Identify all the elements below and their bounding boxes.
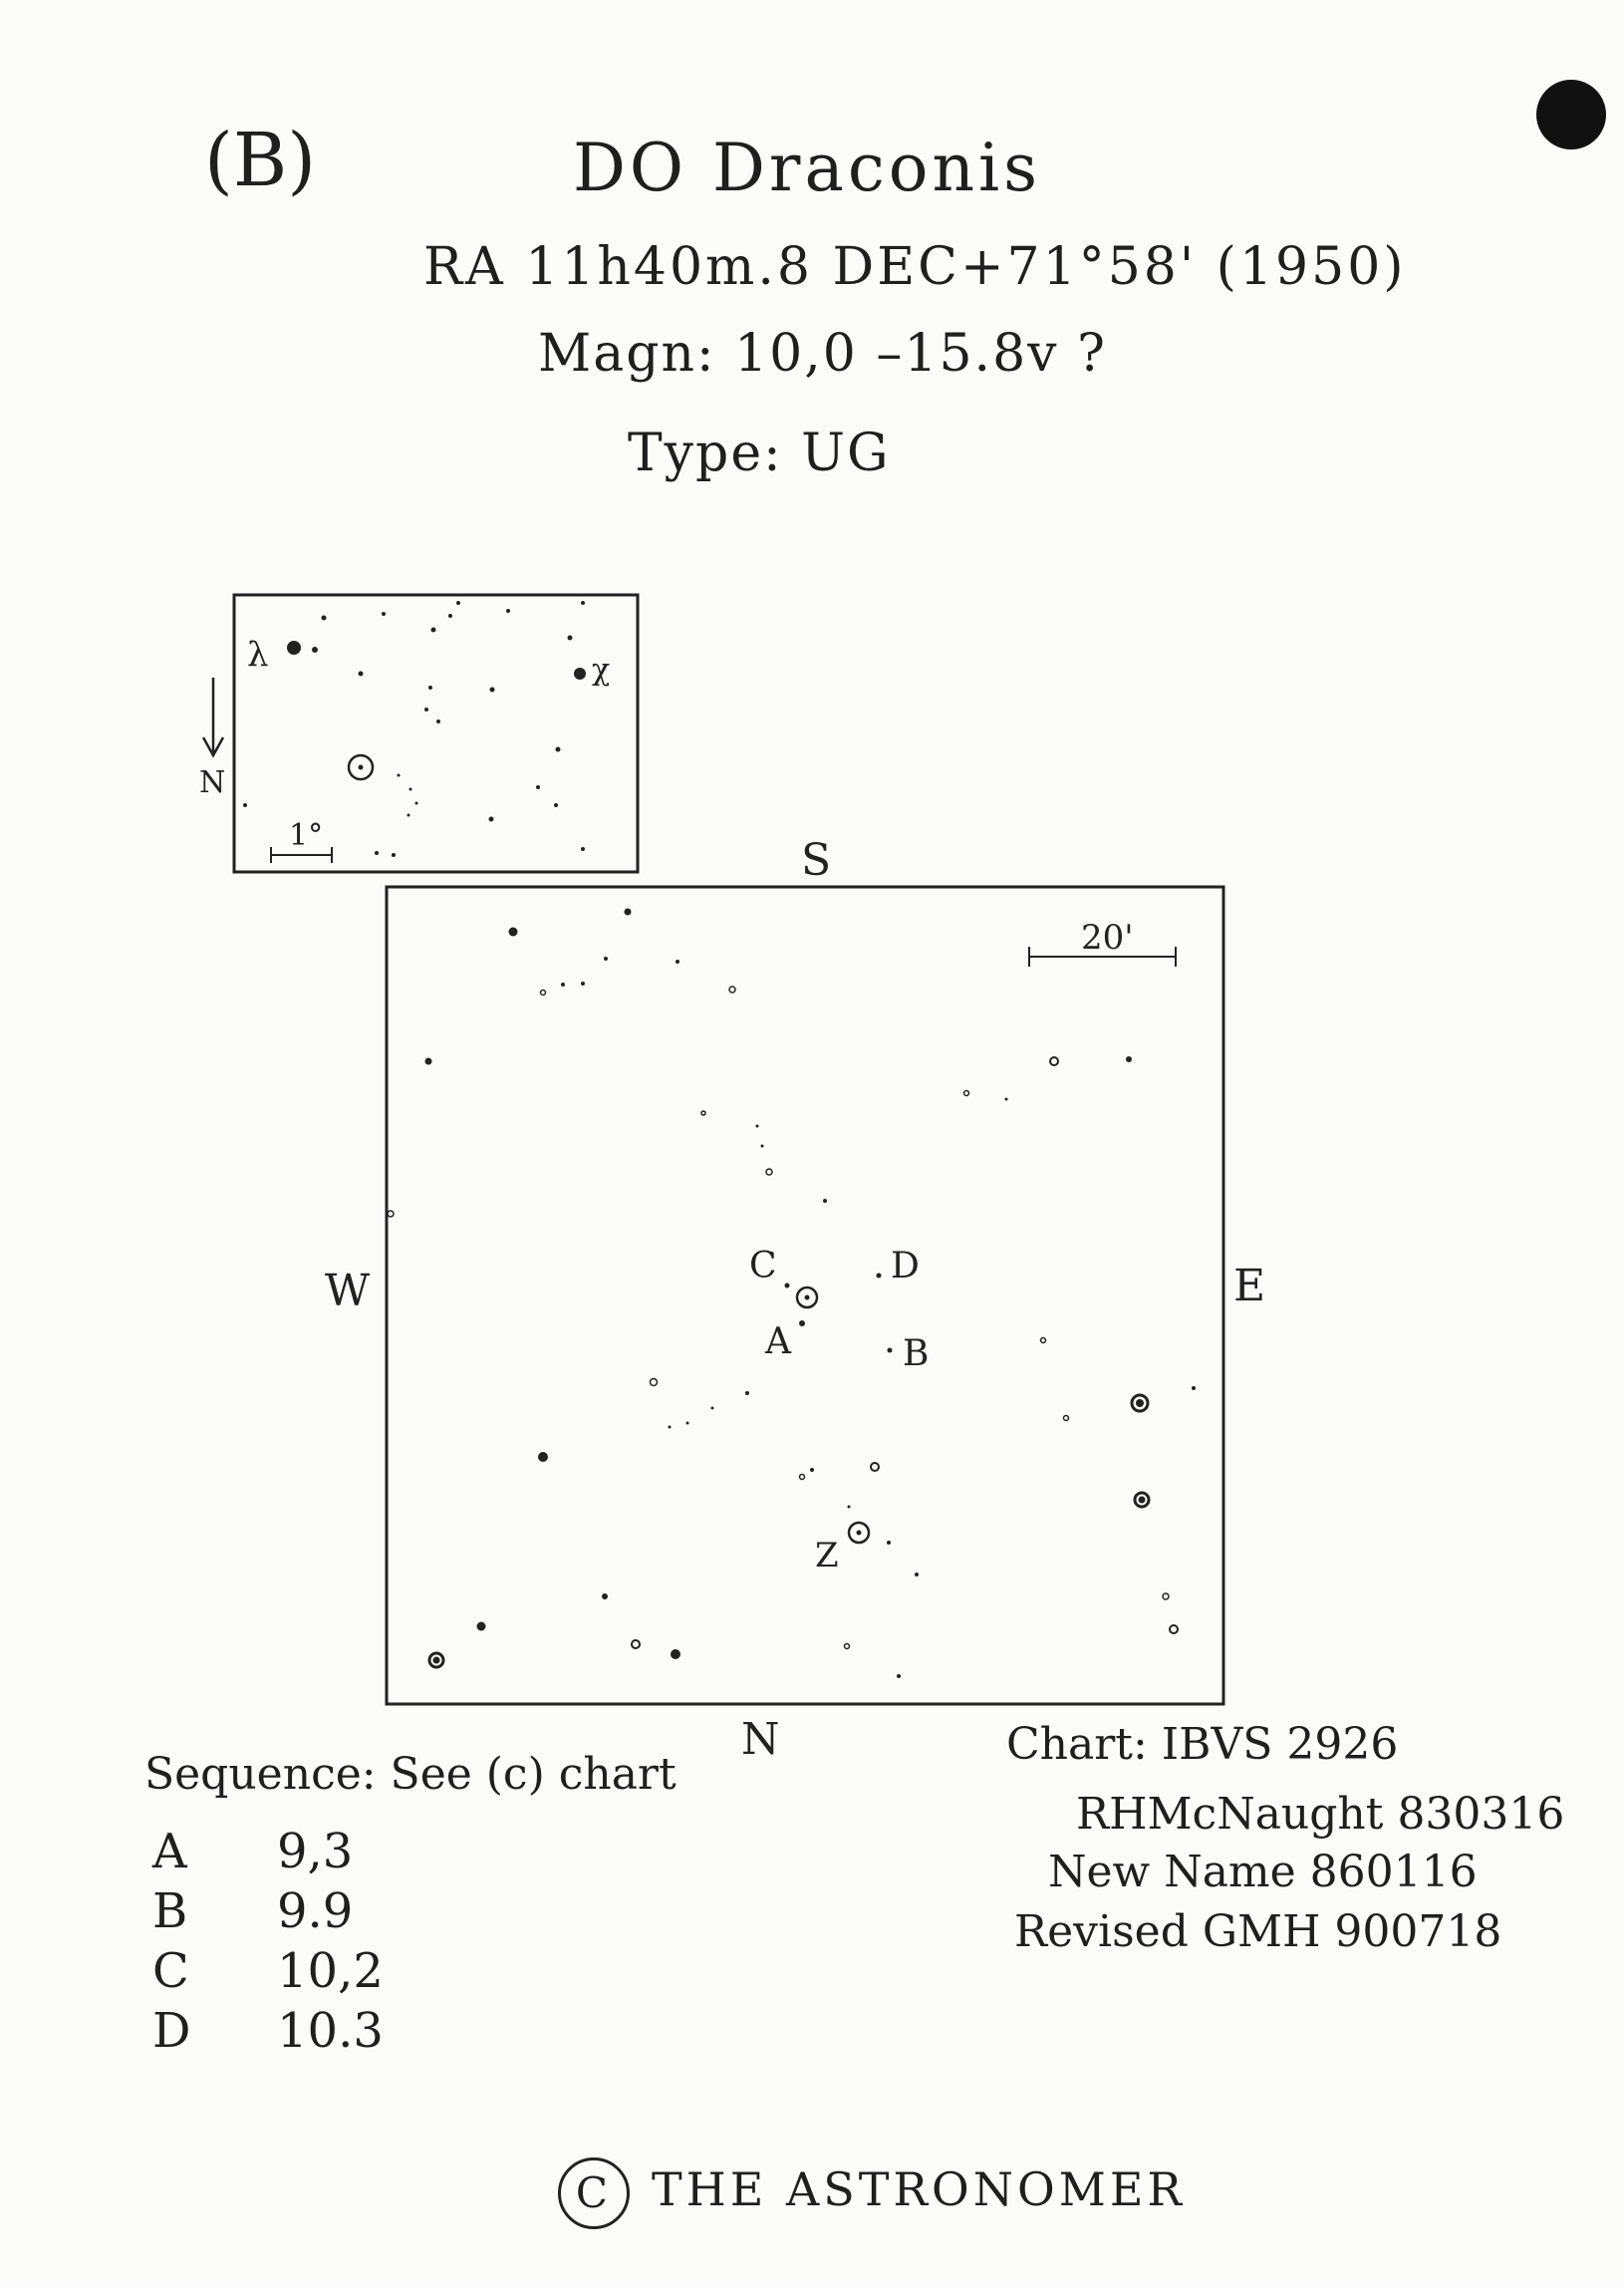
- field-star: [651, 1379, 658, 1386]
- lambda-label: λ: [247, 635, 269, 675]
- field-star: [561, 983, 565, 987]
- west-label: W: [325, 1266, 371, 1316]
- finder-star: [506, 609, 510, 613]
- main-chart: [325, 835, 1265, 1765]
- sequence-row: [152, 1883, 353, 1939]
- field-star: [671, 1649, 680, 1659]
- sequence-title: Sequence: See (c) chart: [144, 1749, 677, 1800]
- field-star: [581, 982, 585, 986]
- field-star: [425, 1058, 432, 1065]
- sequence-row: [152, 1824, 353, 1879]
- field-star: [1136, 1399, 1144, 1407]
- south-label: S: [801, 835, 832, 886]
- finder-star: [398, 774, 401, 777]
- comparison-star-d: [877, 1274, 882, 1279]
- field-star: [1126, 1056, 1132, 1062]
- star-label-z: Z: [815, 1536, 839, 1575]
- finder-star: [312, 647, 318, 653]
- finder-star: [556, 747, 561, 752]
- finder-star: [407, 814, 410, 817]
- field-star: [686, 1422, 689, 1425]
- field-star: [538, 1452, 548, 1462]
- field-star: [766, 1169, 772, 1175]
- chart-new-name: New Name 860116: [1048, 1847, 1478, 1897]
- finder-star: [489, 817, 494, 822]
- star-label-c: C: [749, 1246, 777, 1286]
- finder-star: [243, 803, 247, 807]
- field-star: [509, 928, 518, 937]
- chi-label: χ: [592, 653, 611, 688]
- variable-type: Type: UG: [628, 424, 891, 483]
- field-star: [541, 991, 546, 996]
- sheet-id: (B): [204, 118, 317, 203]
- star-label-b: B: [903, 1333, 930, 1374]
- field-star: [915, 1572, 919, 1576]
- magnitude-range: Magn: 10,0 –15.8v ?: [538, 324, 1107, 384]
- sequence-star-label: B: [152, 1883, 188, 1939]
- chart-revised: Revised GMH 900718: [1014, 1906, 1502, 1957]
- main-chart-frame: [387, 887, 1223, 1704]
- finder-star: [428, 686, 432, 690]
- star-name-title: DO Draconis: [573, 130, 1042, 206]
- variable-star-dot: [805, 1295, 810, 1300]
- field-star: [669, 1426, 672, 1429]
- finder-star: [382, 612, 386, 616]
- copyright-footer: [558, 2157, 1186, 2229]
- finder-star: [415, 802, 418, 805]
- sequence-row: [152, 1943, 384, 1999]
- target-dot: [359, 765, 364, 770]
- finder-star: [448, 614, 452, 618]
- field-star: [1005, 1098, 1008, 1101]
- field-star: [1170, 1625, 1178, 1633]
- field-star: [729, 987, 735, 993]
- field-star: [1064, 1416, 1069, 1421]
- finder-star: [490, 688, 495, 693]
- field-star: [701, 1111, 705, 1115]
- finder-star: [322, 616, 327, 621]
- field-star: [887, 1541, 891, 1545]
- field-star: [711, 1407, 714, 1410]
- finder-star: [536, 785, 540, 789]
- sequence-star-mag: 9.9: [277, 1883, 354, 1939]
- finder-star: [568, 636, 573, 641]
- north-label: N: [741, 1714, 780, 1765]
- sequence-row: [152, 2003, 384, 2059]
- comparison-star-c: [785, 1284, 790, 1288]
- field-star: [810, 1468, 814, 1472]
- finder-star: [392, 853, 396, 857]
- z-star-dot: [857, 1531, 862, 1536]
- field-star: [800, 1475, 805, 1480]
- field-star: [604, 957, 608, 961]
- coordinates: RA 11h40m.8 DEC+71°58' (1950): [423, 237, 1407, 297]
- field-star: [632, 1640, 640, 1648]
- field-star: [433, 1657, 440, 1664]
- finder-scale-label: 1°: [289, 818, 324, 853]
- finder-star: [424, 708, 428, 712]
- field-star: [756, 1125, 759, 1128]
- finder-north-label: N: [199, 765, 226, 800]
- field-star: [1192, 1386, 1196, 1390]
- publisher-name: THE ASTRONOMER: [652, 2162, 1187, 2216]
- sequence-star-label: D: [152, 2003, 191, 2059]
- field-star: [1050, 1057, 1058, 1065]
- sequence-star-label: C: [152, 1943, 189, 1999]
- finder-star: [554, 803, 558, 807]
- field-star: [964, 1091, 969, 1096]
- finder-star: [409, 788, 412, 791]
- field-star: [823, 1199, 827, 1203]
- lambda-star: [287, 641, 301, 655]
- chart-author: RHMcNaught 830316: [1076, 1789, 1565, 1840]
- field-star: [1163, 1593, 1169, 1599]
- sequence-star-mag: 9,3: [277, 1824, 354, 1879]
- finder-chart: [199, 595, 638, 872]
- field-star: [602, 1593, 608, 1599]
- comparison-star-a: [799, 1320, 805, 1326]
- field-star: [477, 1622, 486, 1631]
- finder-star: [431, 628, 436, 633]
- field-star: [676, 960, 679, 964]
- star-label-a: A: [765, 1321, 791, 1362]
- field-star: [897, 1674, 901, 1678]
- finder-star: [581, 847, 585, 851]
- field-star: [1139, 1497, 1146, 1504]
- finder-star: [375, 851, 379, 855]
- copyright-icon: C: [558, 2157, 630, 2229]
- field-star: [761, 1145, 764, 1148]
- main-scale-label: 20': [1081, 918, 1134, 958]
- field-star: [1041, 1338, 1046, 1343]
- field-star: [625, 909, 632, 916]
- finder-star: [581, 601, 585, 605]
- sequence-star-mag: 10,2: [277, 1943, 384, 1999]
- finder-star: [359, 672, 364, 677]
- comparison-star-b: [888, 1348, 893, 1353]
- field-star: [845, 1644, 850, 1649]
- chi-star: [574, 668, 586, 680]
- field-star: [871, 1463, 879, 1471]
- sequence-star-mag: 10.3: [277, 2003, 384, 2059]
- chart-source: Chart: IBVS 2926: [1006, 1719, 1399, 1770]
- field-star: [388, 1211, 394, 1217]
- east-label: E: [1233, 1261, 1266, 1311]
- field-star: [848, 1506, 851, 1509]
- star-label-d: D: [891, 1246, 920, 1286]
- sequence-star-label: A: [152, 1824, 187, 1879]
- field-star: [745, 1391, 749, 1395]
- finder-star: [436, 719, 440, 723]
- finder-star: [456, 601, 460, 605]
